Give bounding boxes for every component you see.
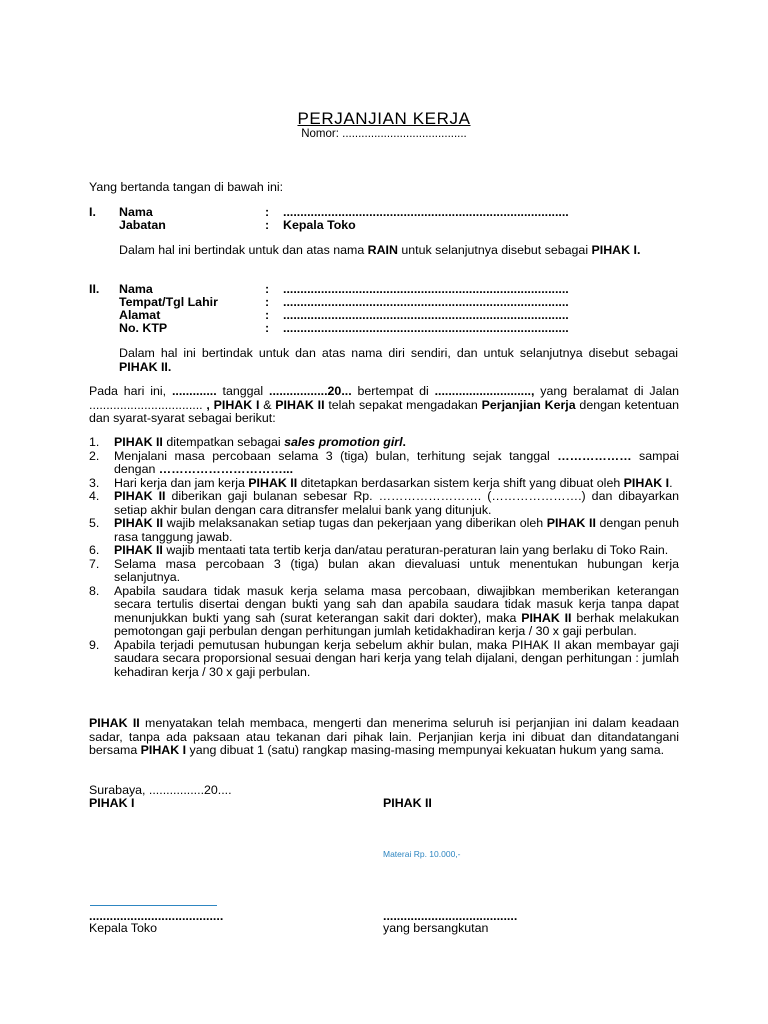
agreement-text: telah sepakat mengadakan [324,397,482,412]
materai-note: Materai Rp. 10.000,- [383,849,461,859]
document-title: PERJANJIAN KERJA [297,109,471,128]
party2-desc-pihak: PIHAK II. [119,359,172,374]
place-date: Surabaya, ................20.... [89,783,232,797]
party2-desc-text: Dalam hal ini bertindak untuk dan atas nama diri sendiri, dan untuk selanjutnya disebut sebagai [119,346,678,360]
agreement-text: bertempat di [351,384,435,398]
closing-paragraph [89,717,679,758]
term-text: Hari kerja dan jam kerja [114,475,249,490]
agreement-pihak2: PIHAK II [275,397,325,412]
signature-right-role: yang bersangkutan [383,921,489,935]
party2-nama-label: Nama [119,282,153,296]
term-text: sales promotion girl [284,435,403,449]
list-number: 9. [89,637,100,652]
list-item [89,558,679,585]
list-item [89,490,679,517]
closing-pihak1: PIHAK I [140,743,187,757]
closing-pihak2: PIHAK II [89,716,140,730]
party1-desc-text2: untuk selanjutnya disebut sebagai [397,243,592,257]
party1-desc-rain: RAIN [367,243,398,257]
party1-desc-pihak: PIHAK I. [591,243,641,257]
term-text: Selama masa percobaan 3 (tiga) bulan akan dievaluasi untuk menentukan hubungan kerja selanjutnya. [114,556,679,584]
agreement-paragraph [89,385,679,426]
list-number: 6. [89,543,100,557]
term-text: diberikan gaji bulanan sebesar Rp. ……………………. (………………….) dan dibayarkan setiap akhir bulan dengan cara ditransfer melalui bank yang ditunjuk. [114,489,679,517]
term-text: PIHAK II [114,543,163,557]
list-number: 5. [89,516,100,530]
term-text: dengan penuh rasa tanggung jawab. [114,516,679,544]
party2-number: II. [89,282,100,296]
agreement-text: dengan ketentuan dan syarat-syarat sebagai berikut: [89,397,679,425]
term-text: …………………………... [158,462,294,476]
term-text: . [669,475,673,490]
list-item [89,450,679,477]
party1-jabatan-value: Kepala Toko [283,218,356,232]
term-text: . [402,435,406,449]
agreement-date-blank: .................20... [269,384,352,398]
list-number: 2. [89,448,100,463]
agreement-text: Pada hari ini, [89,384,172,398]
party2-alamat-value: ................................................................................... [283,308,569,322]
signature-right-dots: ....................................... [383,909,518,923]
colon: : [265,282,270,296]
term-text: PIHAK II [521,610,572,625]
list-item [89,544,679,558]
list-item [89,477,679,491]
term-text: PIHAK II [114,435,163,449]
document-number: Nomor: ....................................... [301,128,467,140]
list-number: 1. [89,435,100,449]
signature-left-label: PIHAK I [89,796,135,810]
terms-list [89,436,679,679]
term-text: ……………… [557,448,632,463]
party1-nama-value: ................................................................................... [283,205,569,219]
term-text: PIHAK II [114,516,164,530]
term-text: Apabila saudara tidak masuk kerja selama masa percobaan, diwajibkan memberikan keterangan secara tertulis disertai dengan bukti yang sah dan apabila saudara tidak masuk kerja tanpa dapat menunjukkan bukti yang sah (surat keterangan sakit dari dokter), maka [114,583,679,625]
agreement-perjanjian-kerja: Perjanjian Kerja [481,397,576,412]
agreement-text: yang beralamat di Jalan ................................. [89,384,679,412]
term-text: sampai dengan [114,448,679,476]
term-text: Apabila terjadi pemutusan hubungan kerja sebelum akhir bulan, maka PIHAK II akan membayar gaji saudara secara proporsional sesuai dengan hari kerja yang telah dijalani, dengan perhitungan : jumlah kehadiran kerja / 30 x gaji perbulan. [114,637,679,679]
colon: : [265,218,270,232]
signature-left-dots: ....................................... [89,909,224,923]
party2-ttl-label: Tempat/Tgl Lahir [119,295,218,309]
list-item [89,436,679,450]
term-text: Menjalani masa percobaan selama 3 (tiga) bulan, terhitung sejak tanggal [114,448,558,463]
list-number: 7. [89,556,100,571]
term-text: PIHAK II [248,475,298,490]
party1-jabatan-label: Jabatan [119,218,166,232]
agreement-text: & [259,397,276,412]
term-text: wajib melaksanakan setiap tugas dan pekerjaan yang diberikan oleh [163,516,547,530]
colon: : [265,205,270,219]
intro-text: Yang bertanda tangan di bawah ini: [89,180,284,194]
party1-desc-text: Dalam hal ini bertindak untuk dan atas nama [119,243,368,257]
closing-text: menyatakan telah membaca, mengerti dan menerima seluruh isi perjanjian ini dalam keadaan sadar, tanpa ada paksaan atau tekanan dari pihak lain. Perjanjian kerja ini dibuat dan ditandatangani bersama [89,716,679,757]
party1-number: I. [89,205,96,219]
closing-text: yang dibuat 1 (satu) rangkap masing-masing mempunyai kekuatan hukum yang sama. [186,743,665,757]
signature-left-role: Kepala Toko [89,921,157,935]
party2-nama-value: ................................................................................... [283,282,569,296]
term-text: PIHAK II [114,489,166,503]
signature-guide-line [90,905,217,906]
colon: : [265,295,270,309]
term-text: berhak melakukan pemotongan gaji perbulan dengan perhitungan jumlah ketidakhadiran kerja / 30 x gaji perbulan. [114,610,679,638]
party2-ktp-value: ................................................................................... [283,321,569,335]
party1-description [119,244,678,258]
list-item [89,517,679,544]
party2-ktp-label: No. KTP [119,321,168,335]
agreement-day-blank: ............. [171,384,217,398]
list-number: 3. [89,475,100,490]
term-text: wajib mentaati tata tertib kerja dan/atau peraturan-peraturan lain yang berlaku di Toko Rain. [162,543,669,557]
agreement-pihak1: , PIHAK I [206,397,260,412]
party2-ttl-value: ................................................................................... [283,295,569,309]
term-text: ditetapkan berdasarkan sistem kerja shift yang dibuat oleh [297,475,624,490]
party1-nama-label: Nama [119,205,153,219]
term-text: PIHAK I [623,475,670,490]
list-item [89,639,679,680]
agreement-place-blank: ............................, [434,384,535,398]
colon: : [265,321,270,335]
term-text: ditempatkan sebagai [162,435,285,449]
agreement-text: tanggal [216,384,270,398]
list-number: 8. [89,583,100,598]
list-number: 4. [89,489,100,503]
term-text: PIHAK II [546,516,596,530]
signature-right-label: PIHAK II [383,796,432,810]
party2-description [119,347,678,374]
colon: : [265,308,270,322]
list-item [89,585,679,639]
party2-alamat-label: Alamat [119,308,161,322]
